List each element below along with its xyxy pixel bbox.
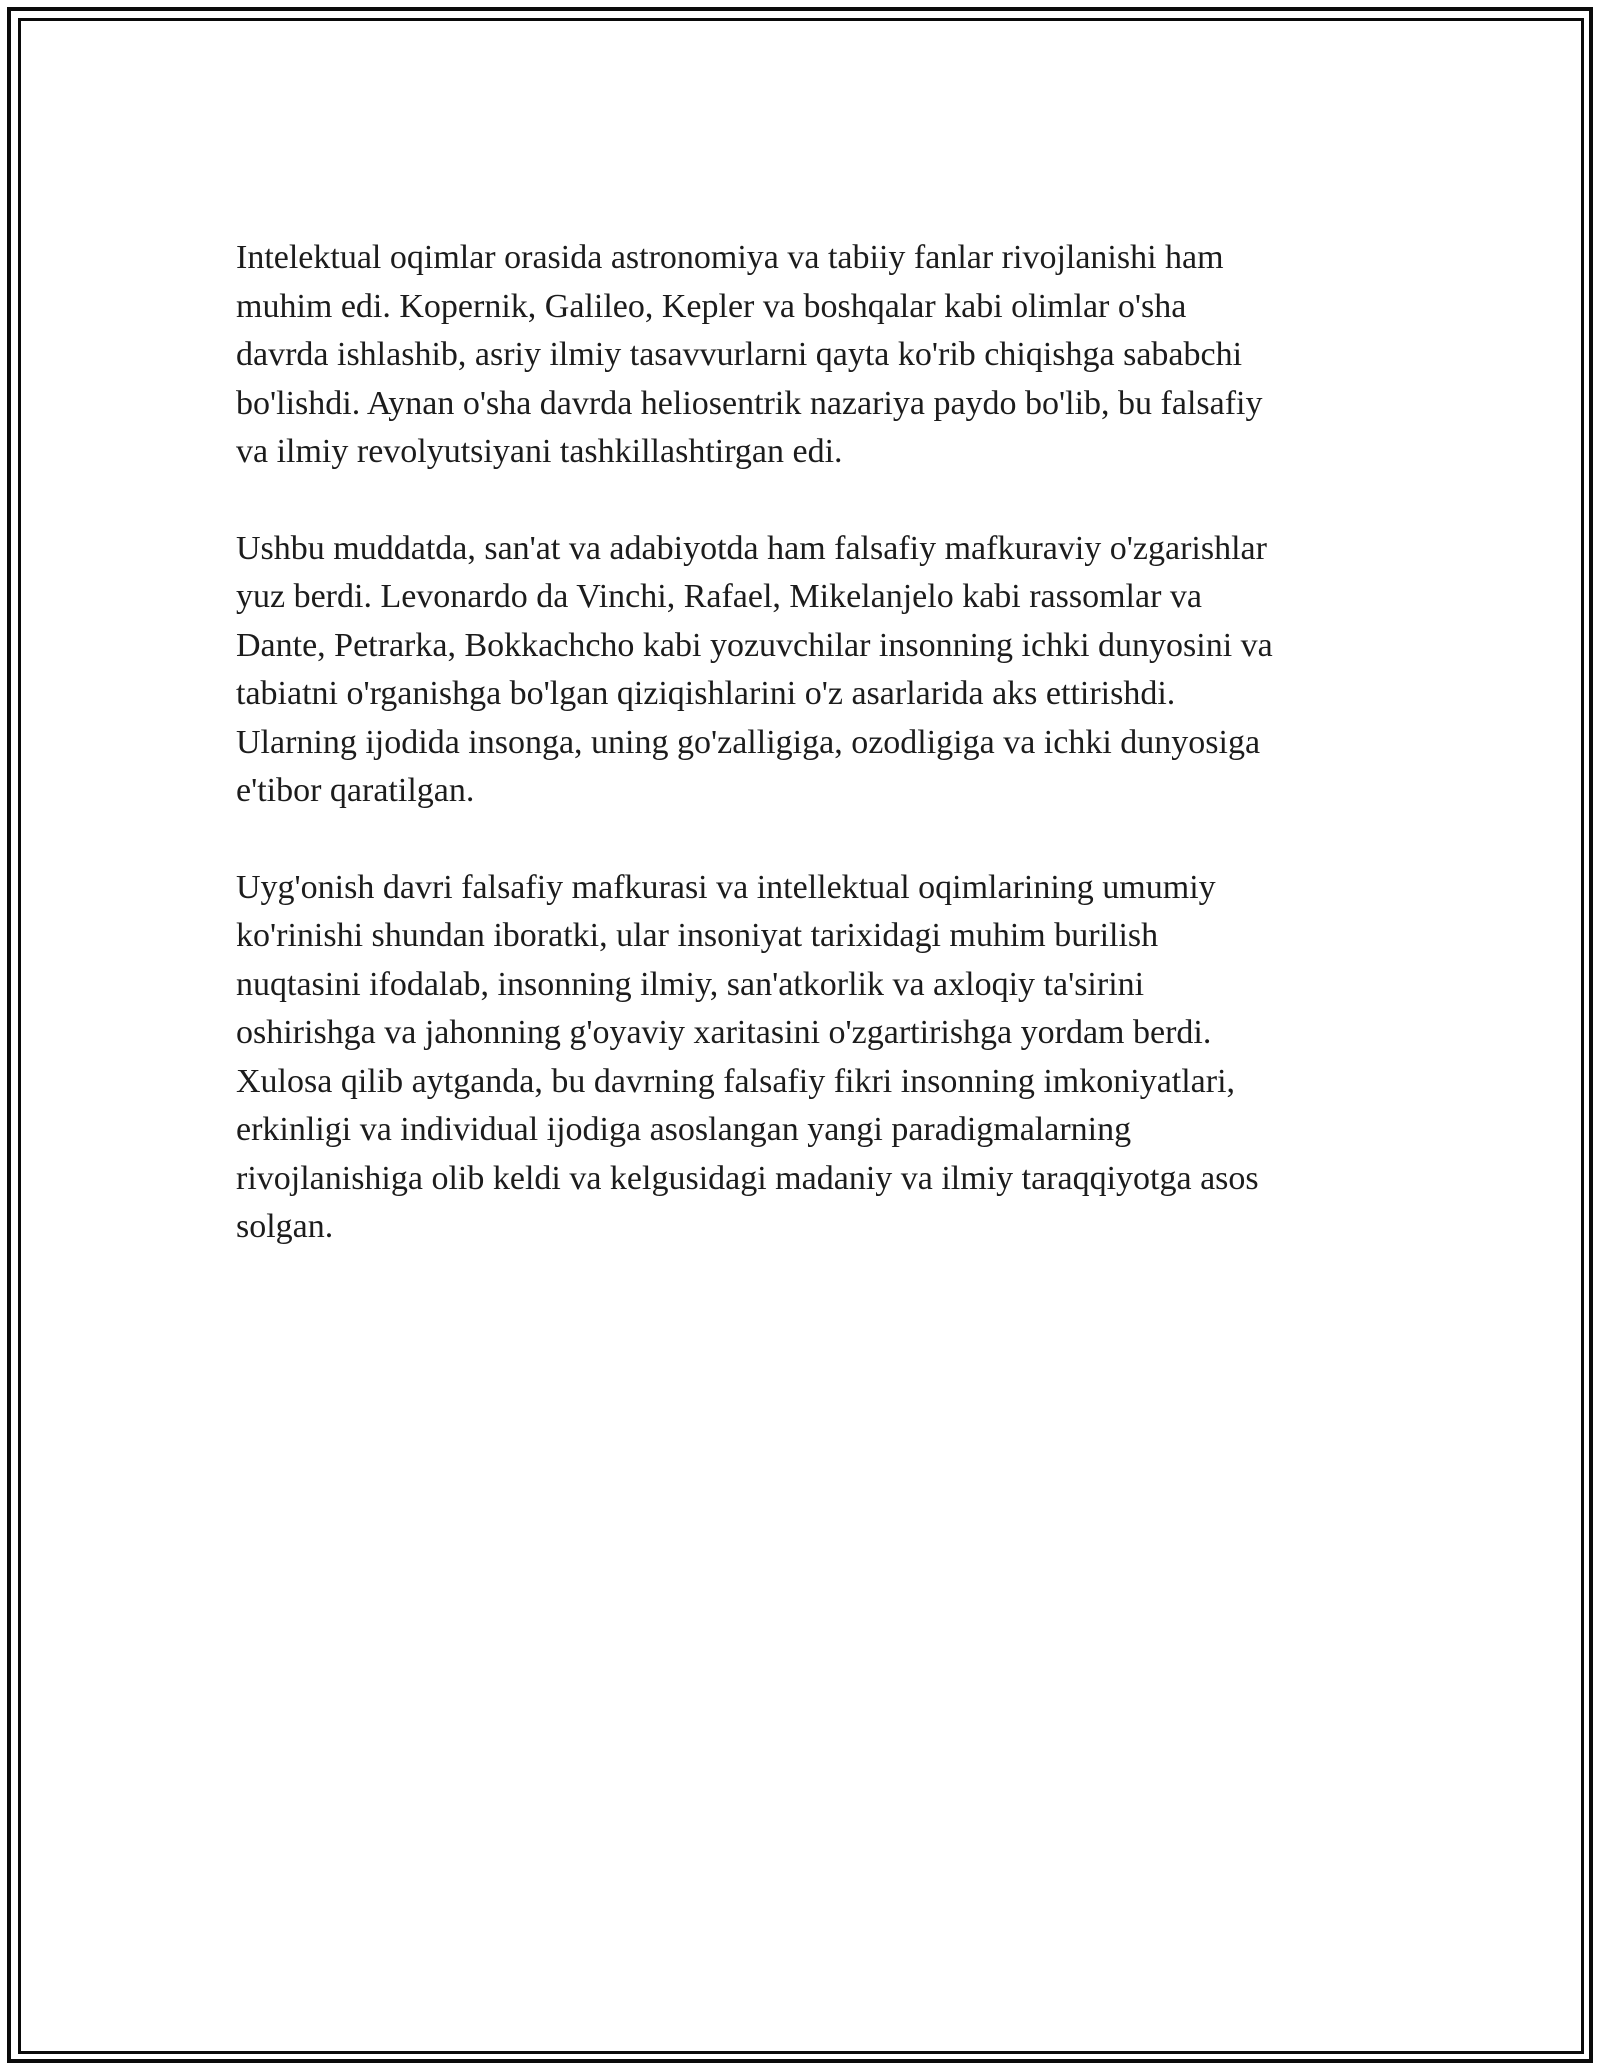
paragraph-art-literature: Ushbu muddatda, san'at va adabiyotda ham falsafiy mafkuraviy o'zgarishlar yuz berdi. Levonardo da Vinchi, Rafael, Mikelanjelo kabi rassomlar va Dante, Petrarka, Bokkachcho kabi yozuvchilar insonning ichki dunyosini va tabiatni o'rganishga bo'lgan qiziqishlarini o'z asarlarida aks ettirishdi. Ularning ijodida insonga, uning go'zalligiga, ozodligiga va ichki dunyosiga e'tibor qaratilgan. bbox=[236, 529, 1273, 809]
paragraph-conclusion: Uyg'onish davri falsafiy mafkurasi va intellektual oqimlarining umumiy ko'rinishi shundan iboratki, ular insoniyat tarixidagi muhim burilish nuqtasini ifodalab, insonning ilmiy, san'atkorlik va axloqiy ta'sirini oshirishga va jahonning g'oyaviy xaritasini o'zgartirishga yordam berdi. Xulosa qilib aytganda, bu davrning falsafiy fikri insonning imkoniyatlari, erkinligi va individual ijodiga asoslangan yangi paradigmalarning rivojlanishiga olib keldi va kelgusidagi madaniy va ilmiy taraqqiyotga asos solgan. bbox=[236, 868, 1259, 1245]
document-body bbox=[236, 234, 1356, 1300]
paragraph-astronomy: Intelektual oqimlar orasida astronomiya va tabiiy fanlar rivojlanishi ham muhim edi. Kopernik, Galileo, Kepler va boshqalar kabi olimlar o'sha davrda ishlashib, asriy ilmiy tasavvurlarni qayta ko'rib chiqishga sababchi bo'lishdi. Aynan o'sha davrda heliosentrik nazariya paydo bo'lib, bu falsafiy va ilmiy revolyutsiyani tashkillashtirgan edi. bbox=[236, 239, 1263, 470]
